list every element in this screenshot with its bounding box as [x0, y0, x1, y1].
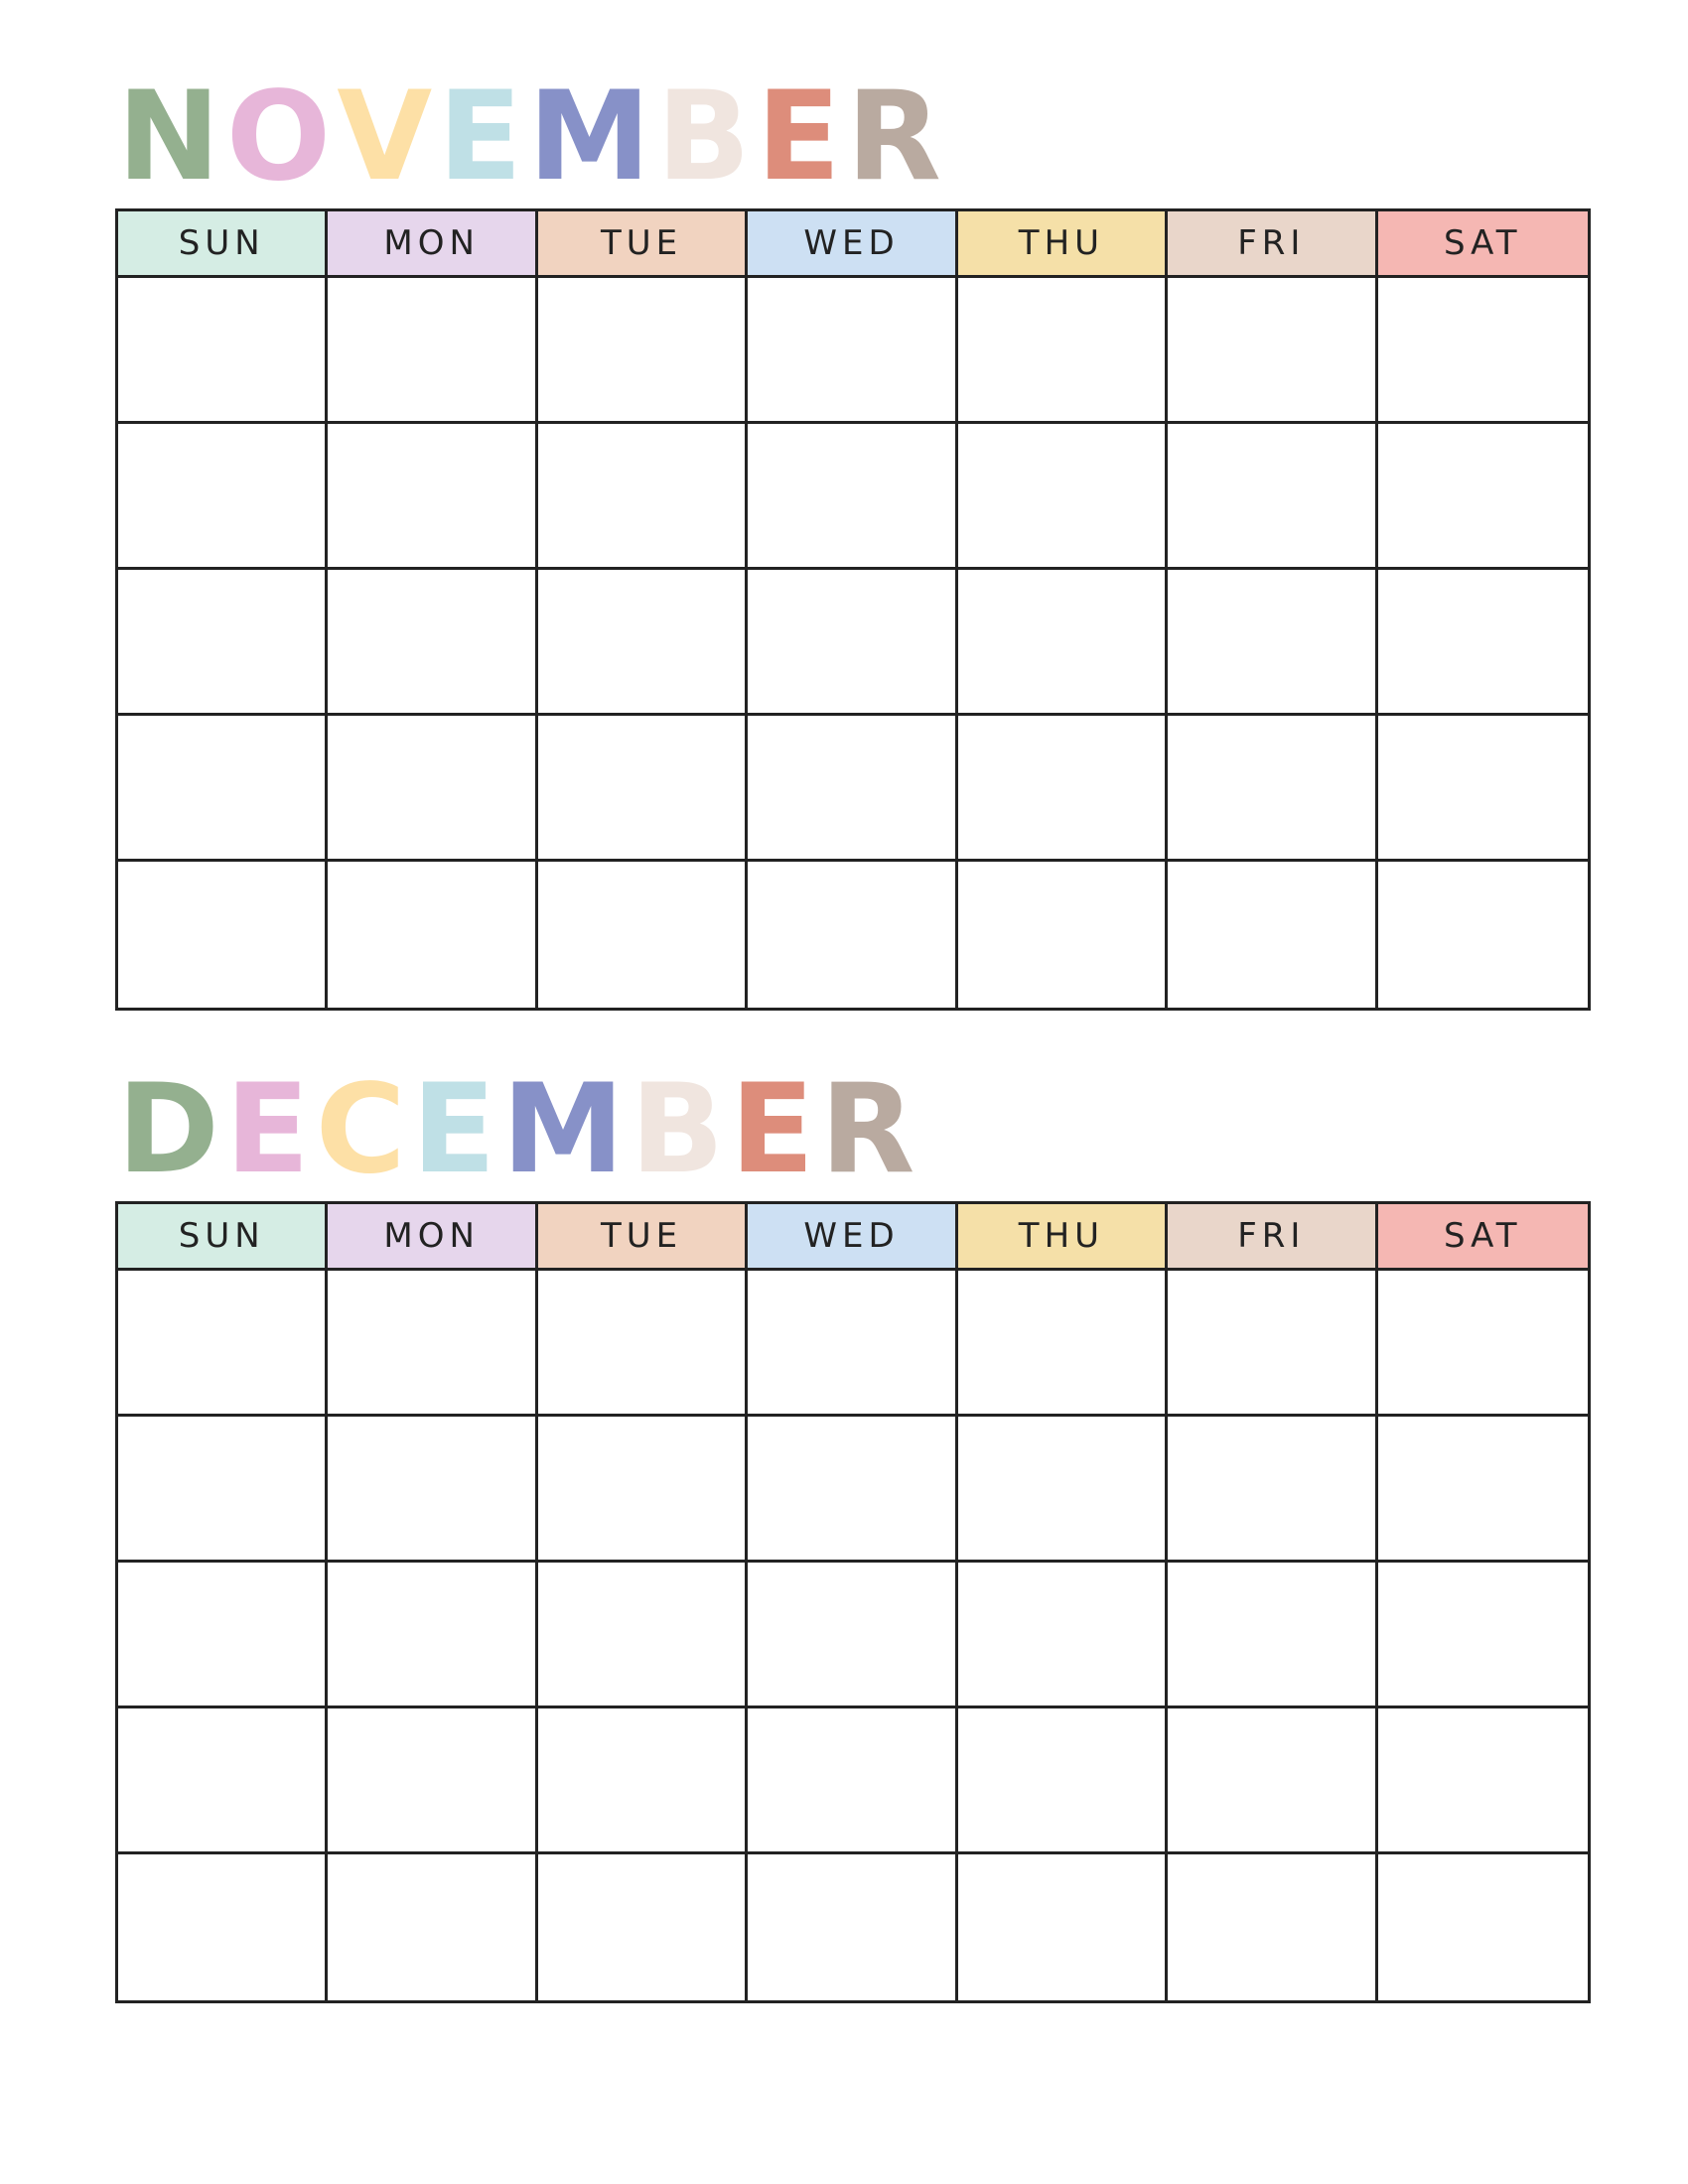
weekday-header-sun: SUN — [118, 1204, 328, 1271]
day-cell[interactable] — [328, 862, 537, 1008]
day-cell[interactable] — [748, 1563, 957, 1708]
month-title — [117, 1058, 1591, 1201]
day-cell[interactable] — [118, 1271, 328, 1417]
weekday-header-sun: SUN — [118, 211, 328, 278]
day-cell[interactable] — [118, 1708, 328, 1854]
day-cell[interactable] — [328, 1417, 537, 1563]
day-cell[interactable] — [118, 424, 328, 570]
day-cell[interactable] — [748, 278, 957, 424]
day-cell[interactable] — [118, 1854, 328, 2000]
day-cell[interactable] — [328, 1708, 537, 1854]
day-cell[interactable] — [328, 424, 537, 570]
day-cell[interactable] — [1378, 278, 1588, 424]
day-cell[interactable] — [538, 1417, 748, 1563]
day-cell[interactable] — [958, 278, 1168, 424]
month-title-letter: E — [411, 1058, 502, 1201]
day-cell[interactable] — [538, 1708, 748, 1854]
day-cell[interactable] — [118, 570, 328, 716]
day-cell[interactable] — [1168, 1271, 1377, 1417]
day-cell[interactable] — [538, 1271, 748, 1417]
day-cell[interactable] — [328, 278, 537, 424]
day-cell[interactable] — [1168, 1708, 1377, 1854]
day-cell[interactable] — [1378, 1708, 1588, 1854]
day-cell[interactable] — [538, 424, 748, 570]
month-title-letter: N — [117, 66, 226, 208]
day-cell[interactable] — [958, 570, 1168, 716]
calendar-grid — [115, 1201, 1591, 2003]
day-cell[interactable] — [958, 1271, 1168, 1417]
day-cell[interactable] — [538, 862, 748, 1008]
day-cell[interactable] — [1168, 1563, 1377, 1708]
month-title-letter: V — [337, 66, 439, 208]
day-cell[interactable] — [1168, 278, 1377, 424]
day-cell[interactable] — [1168, 862, 1377, 1008]
day-cell[interactable] — [118, 862, 328, 1008]
day-cell[interactable] — [328, 1271, 537, 1417]
calendar-grid — [115, 208, 1591, 1011]
month-title-letter: M — [527, 66, 657, 208]
day-cell[interactable] — [748, 716, 957, 862]
day-cell[interactable] — [1168, 570, 1377, 716]
day-cell[interactable] — [958, 424, 1168, 570]
day-cell[interactable] — [1168, 1854, 1377, 2000]
month-title-letter: D — [117, 1058, 225, 1201]
day-cell[interactable] — [538, 570, 748, 716]
day-cell[interactable] — [538, 1563, 748, 1708]
month-title-letter: B — [656, 66, 757, 208]
day-cell[interactable] — [958, 716, 1168, 862]
day-cell[interactable] — [328, 716, 537, 862]
day-cell[interactable] — [118, 1563, 328, 1708]
day-cell[interactable] — [1168, 1417, 1377, 1563]
month-title-letter: C — [315, 1058, 412, 1201]
month-title-letter: B — [630, 1058, 731, 1201]
december-section — [115, 1058, 1591, 2003]
day-cell[interactable] — [1378, 1854, 1588, 2000]
day-cell[interactable] — [118, 716, 328, 862]
day-cell[interactable] — [1378, 1563, 1588, 1708]
day-cell[interactable] — [748, 1708, 957, 1854]
day-cell[interactable] — [1378, 570, 1588, 716]
weekday-header-fri: FRI — [1168, 1204, 1377, 1271]
weekday-header-mon: MON — [328, 1204, 537, 1271]
day-cell[interactable] — [1378, 862, 1588, 1008]
day-cell[interactable] — [1378, 716, 1588, 862]
weekday-header-sat: SAT — [1378, 211, 1588, 278]
day-cell[interactable] — [748, 1854, 957, 2000]
day-cell[interactable] — [748, 1271, 957, 1417]
month-title — [117, 66, 1591, 208]
day-cell[interactable] — [958, 862, 1168, 1008]
weekday-header-wed: WED — [748, 1204, 957, 1271]
day-cell[interactable] — [958, 1854, 1168, 2000]
day-cell[interactable] — [958, 1417, 1168, 1563]
day-cell[interactable] — [1168, 716, 1377, 862]
weekday-header-tue: TUE — [538, 211, 748, 278]
day-cell[interactable] — [748, 424, 957, 570]
day-cell[interactable] — [538, 1854, 748, 2000]
weekday-header-mon: MON — [328, 211, 537, 278]
weekday-header-thu: THU — [958, 1204, 1168, 1271]
day-cell[interactable] — [118, 1417, 328, 1563]
month-title-letter: E — [730, 1058, 821, 1201]
day-cell[interactable] — [328, 570, 537, 716]
weekday-header-sat: SAT — [1378, 1204, 1588, 1271]
weekday-header-fri: FRI — [1168, 211, 1377, 278]
day-cell[interactable] — [958, 1708, 1168, 1854]
day-cell[interactable] — [1168, 424, 1377, 570]
weekday-header-thu: THU — [958, 211, 1168, 278]
day-cell[interactable] — [1378, 1417, 1588, 1563]
day-cell[interactable] — [748, 1417, 957, 1563]
month-title-letter: E — [756, 66, 847, 208]
day-cell[interactable] — [328, 1854, 537, 2000]
day-cell[interactable] — [748, 570, 957, 716]
month-title-letter: R — [820, 1058, 921, 1201]
month-title-letter: M — [501, 1058, 631, 1201]
weekday-header-wed: WED — [748, 211, 957, 278]
month-title-letter: E — [438, 66, 528, 208]
day-cell[interactable] — [748, 862, 957, 1008]
day-cell[interactable] — [538, 716, 748, 862]
day-cell[interactable] — [1378, 1271, 1588, 1417]
month-title-letter: R — [846, 66, 948, 208]
november-section — [115, 66, 1591, 1011]
day-cell[interactable] — [1378, 424, 1588, 570]
day-cell[interactable] — [538, 278, 748, 424]
day-cell[interactable] — [958, 1563, 1168, 1708]
weekday-header-tue: TUE — [538, 1204, 748, 1271]
day-cell[interactable] — [118, 278, 328, 424]
month-title-letter: O — [225, 66, 338, 208]
month-title-letter: E — [224, 1058, 316, 1201]
day-cell[interactable] — [328, 1563, 537, 1708]
